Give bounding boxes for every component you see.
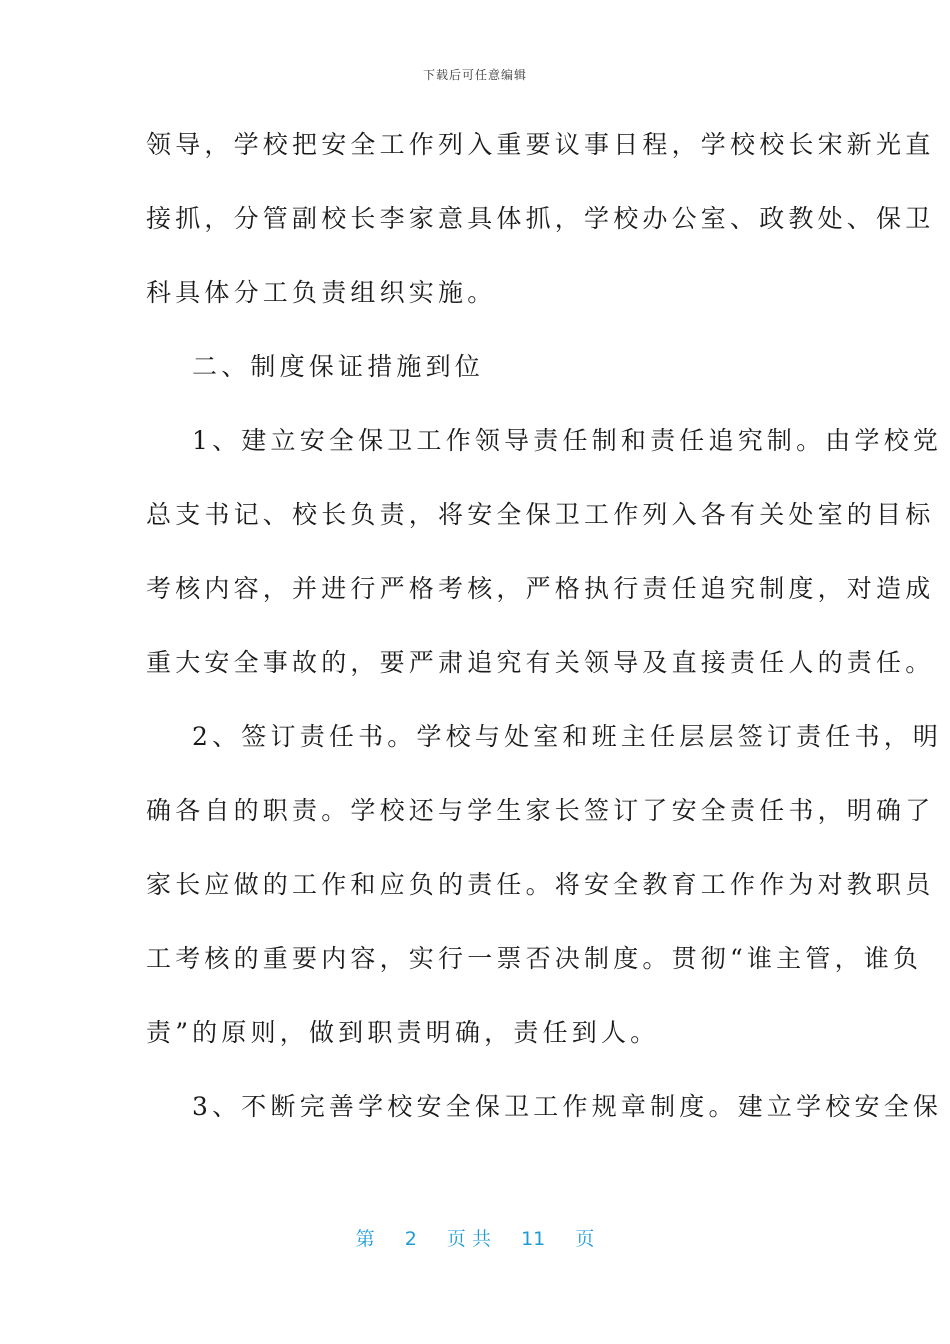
current-page-number: 2 — [404, 1228, 417, 1250]
body-line: 3、不断完善学校安全保卫工作规章制度。建立学校安全保 — [192, 1092, 943, 1121]
body-line: 总支书记、校长负责，将安全保卫工作列入各有关处室的目标 — [146, 500, 935, 529]
body-line: 责”的原则，做到职责明确，责任到人。 — [146, 1018, 660, 1047]
body-line: 1、建立安全保卫工作领导责任制和责任追究制。由学校党 — [192, 426, 943, 455]
page-header: 下载后可任意编辑 — [422, 68, 527, 82]
page-footer — [0, 1224, 950, 1251]
footer-prefix: 第 — [355, 1228, 375, 1250]
body-line: 考核内容，并进行严格考核，严格执行责任追究制度，对造成 — [146, 574, 935, 603]
document-body — [146, 108, 943, 1144]
section-heading: 二、制度保证措施到位 — [192, 352, 485, 381]
body-line: 领导，学校把安全工作列入重要议事日程，学校校长宋新光直 — [146, 130, 935, 159]
body-line: 科具体分工负责组织实施。 — [146, 278, 497, 307]
body-line: 工考核的重要内容，实行一票否决制度。贯彻“谁主管，谁负 — [146, 944, 923, 973]
body-line: 重大安全事故的，要严肃追究有关领导及直接责任人的责任。 — [146, 648, 935, 677]
body-line: 确各自的职责。学校还与学生家长签订了安全责任书，明确了 — [146, 796, 935, 825]
footer-suffix: 页 — [575, 1228, 595, 1250]
body-line: 2、签订责任书。学校与处室和班主任层层签订责任书，明 — [192, 722, 943, 751]
total-pages-number: 11 — [521, 1228, 546, 1250]
body-line: 家长应做的工作和应负的责任。将安全教育工作作为对教职员 — [146, 870, 935, 899]
footer-middle: 页 共 — [446, 1228, 491, 1250]
body-line: 接抓，分管副校长李家意具体抓，学校办公室、政教处、保卫 — [146, 204, 935, 233]
